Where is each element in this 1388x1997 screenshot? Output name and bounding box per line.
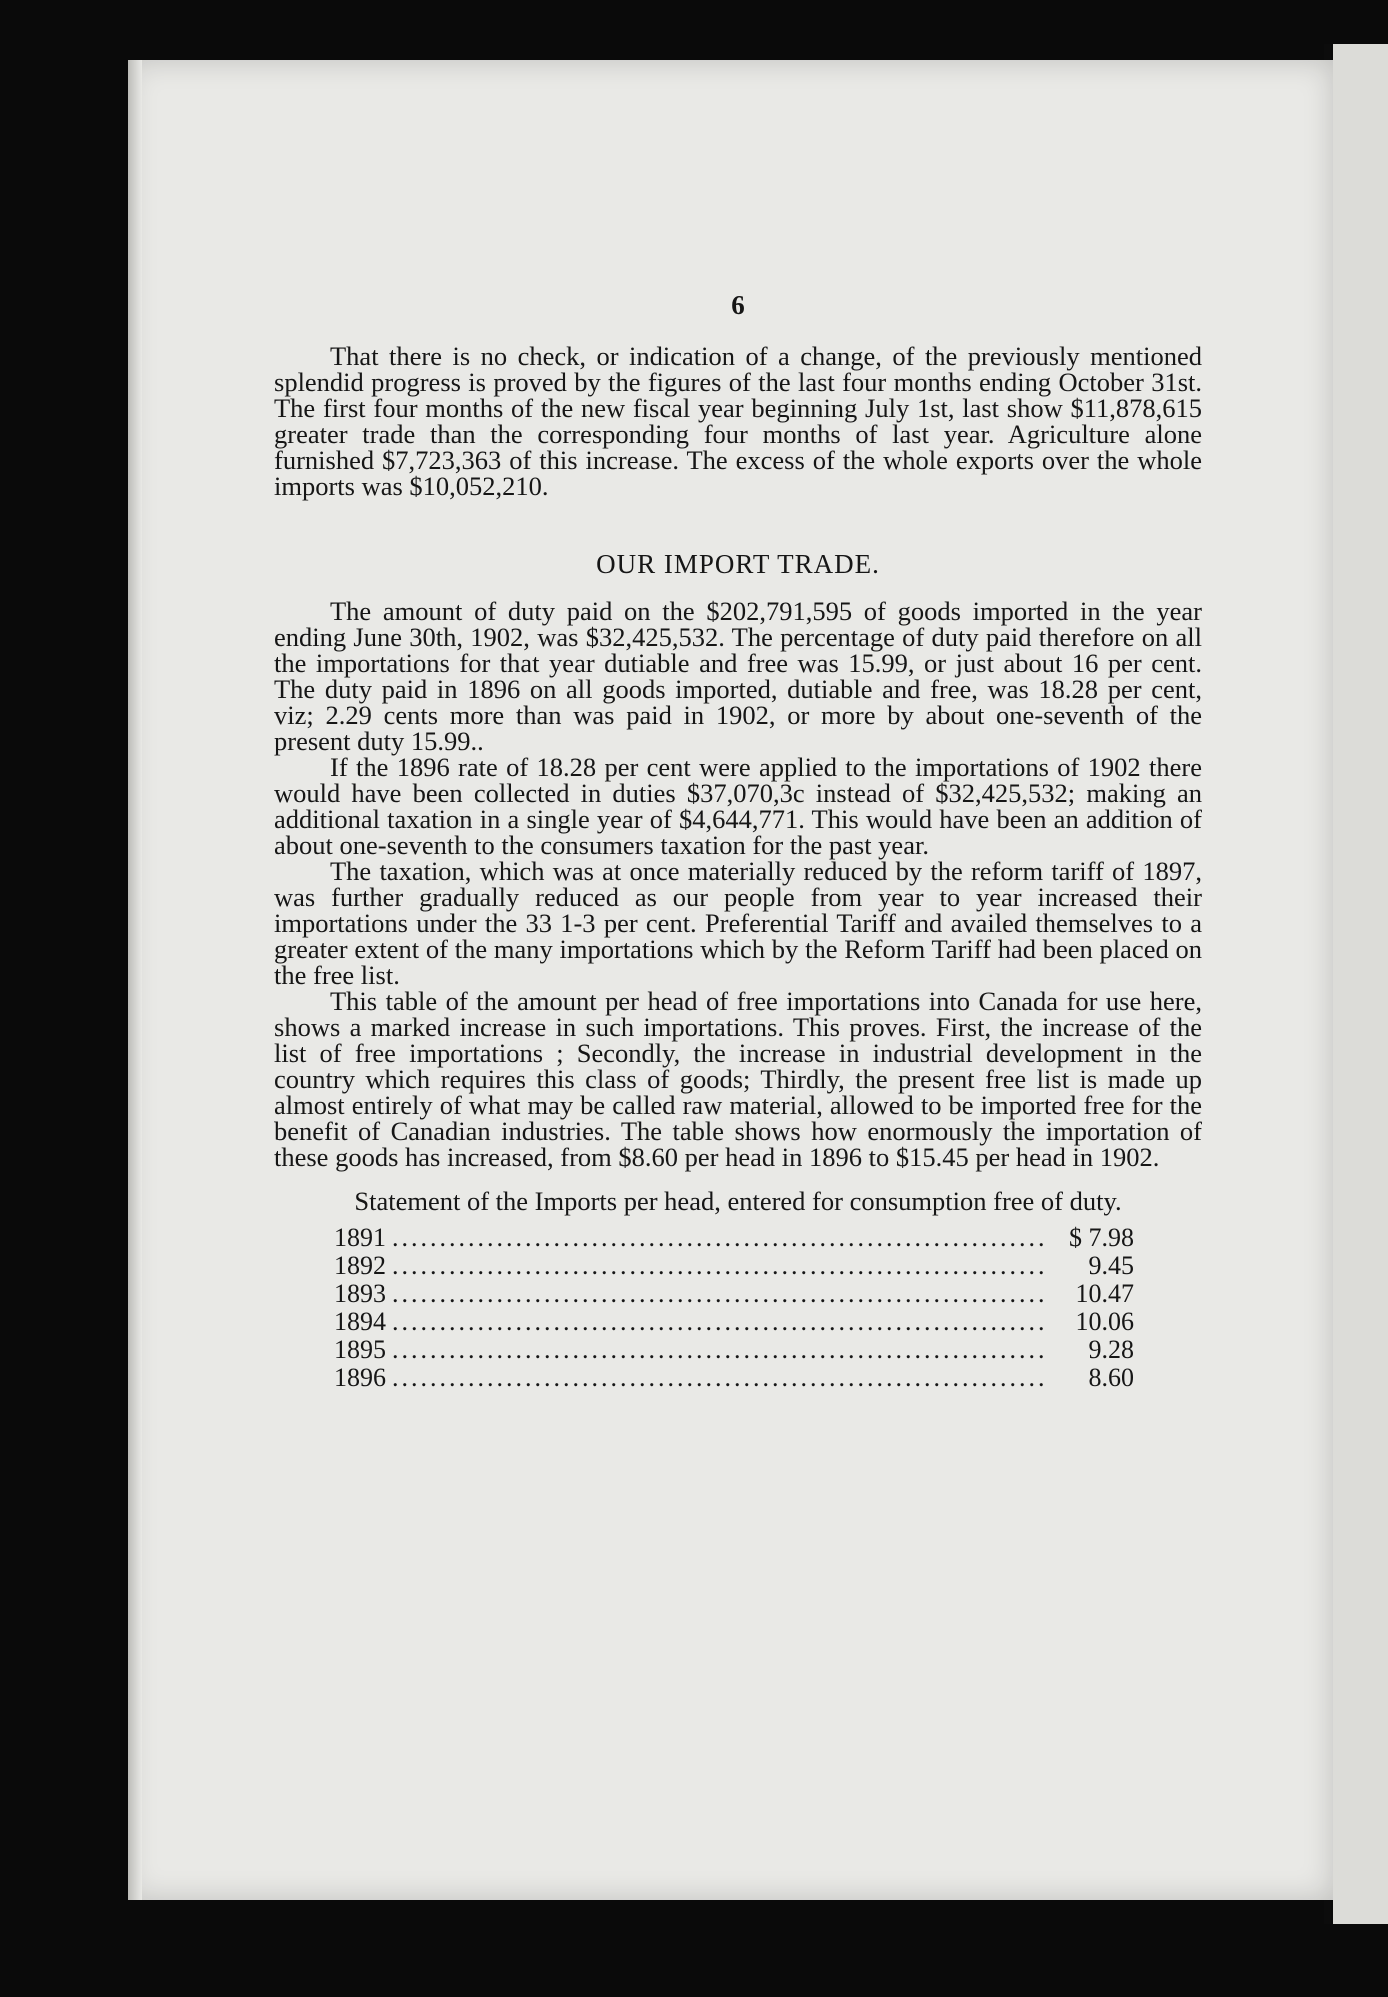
leader-dots (392, 1308, 1048, 1336)
import-year: 1891 (334, 1223, 386, 1252)
table-row (334, 1336, 1134, 1364)
leader-dots (392, 1224, 1048, 1252)
section-heading: OUR IMPORT TRADE. (596, 549, 880, 579)
statement-caption: Statement of the Imports per head, entered for consumption free of duty. (354, 1186, 1122, 1216)
import-value: 10.47 (1075, 1279, 1134, 1308)
table-row (334, 1252, 1134, 1280)
paragraph-free-importations: This table of the amount per head of free importations into Canada for use here, shows a marked increase in such importations. This proves. First, the increase of the list of free importations ; Secondly, the increase in industrial development in the country which requires this class of goods; Thirdly, the present free list is made up almost entirely of what may be called raw material, allowed to be imported free for the benefit of Canadian industries. The table shows how enormously the importation of these goods has increased, from $8.60 per head in 1896 to $15.45 per head in 1902. (274, 986, 1202, 1172)
adjacent-page-strip (1333, 44, 1388, 1924)
page-edge-shadow (128, 60, 142, 1900)
import-value: 10.06 (1075, 1307, 1134, 1336)
import-year: 1893 (334, 1279, 386, 1308)
import-value: $ 7.98 (1069, 1223, 1134, 1252)
leader-dots (392, 1252, 1048, 1280)
imports-table (334, 1224, 1134, 1392)
page-content (274, 290, 1202, 1392)
table-row (334, 1224, 1134, 1252)
leader-dots (392, 1336, 1048, 1364)
leader-dots (392, 1280, 1048, 1308)
table-row (334, 1308, 1134, 1336)
paragraph-rate: If the 1896 rate of 18.28 per cent were applied to the importations of 1902 there would have been collected in duties $37,070,3c instead of $32,425,532; making an additional taxation in a single year of $4,644,771. This would have been an addition of about one-seventh to the consumers taxation for the past year. (274, 752, 1202, 860)
import-year: 1894 (334, 1307, 386, 1336)
import-year: 1892 (334, 1251, 386, 1280)
table-row (334, 1364, 1134, 1392)
import-value: 9.45 (1088, 1251, 1134, 1280)
import-year: 1895 (334, 1335, 386, 1364)
paragraph-duty: The amount of duty paid on the $202,791,595 of goods imported in the year ending June 30th, 1902, was $32,425,532. The percentage of duty paid therefore on all the importations for that year dutiable and free was 15.99, or just about 16 per cent. The duty paid in 1896 on all goods imported, dutiable and free, was 18.28 per cent, viz; 2.29 cents more than was paid in 1902, or more by about one-seventh of the present duty 15.99.. (274, 596, 1202, 756)
table-row (334, 1280, 1134, 1308)
paragraph-taxation: The taxation, which was at once materially reduced by the reform tariff of 1897, was further gradually reduced as our people from year to year increased their importations under the 33 1-3 per cent. Preferential Tariff and availed themselves to a greater extent of the many importations which by the Reform Tariff had been placed on the free list. (274, 856, 1202, 990)
page-number: 6 (731, 290, 745, 320)
leader-dots (392, 1364, 1048, 1392)
intro-paragraph: That there is no check, or indication of a change, of the previously mentioned splendid progress is proved by the figures of the last four months ending October 31st. The first four months of the new fiscal year beginning July 1st, last show $11,878,615 greater trade than the corresponding four months of last year. Agriculture alone furnished $7,723,363 of this increase. The excess of the whole exports over the whole imports was $10,052,210. (274, 341, 1202, 501)
import-value: 9.28 (1088, 1335, 1134, 1364)
import-value: 8.60 (1088, 1363, 1134, 1392)
import-year: 1896 (334, 1363, 386, 1392)
